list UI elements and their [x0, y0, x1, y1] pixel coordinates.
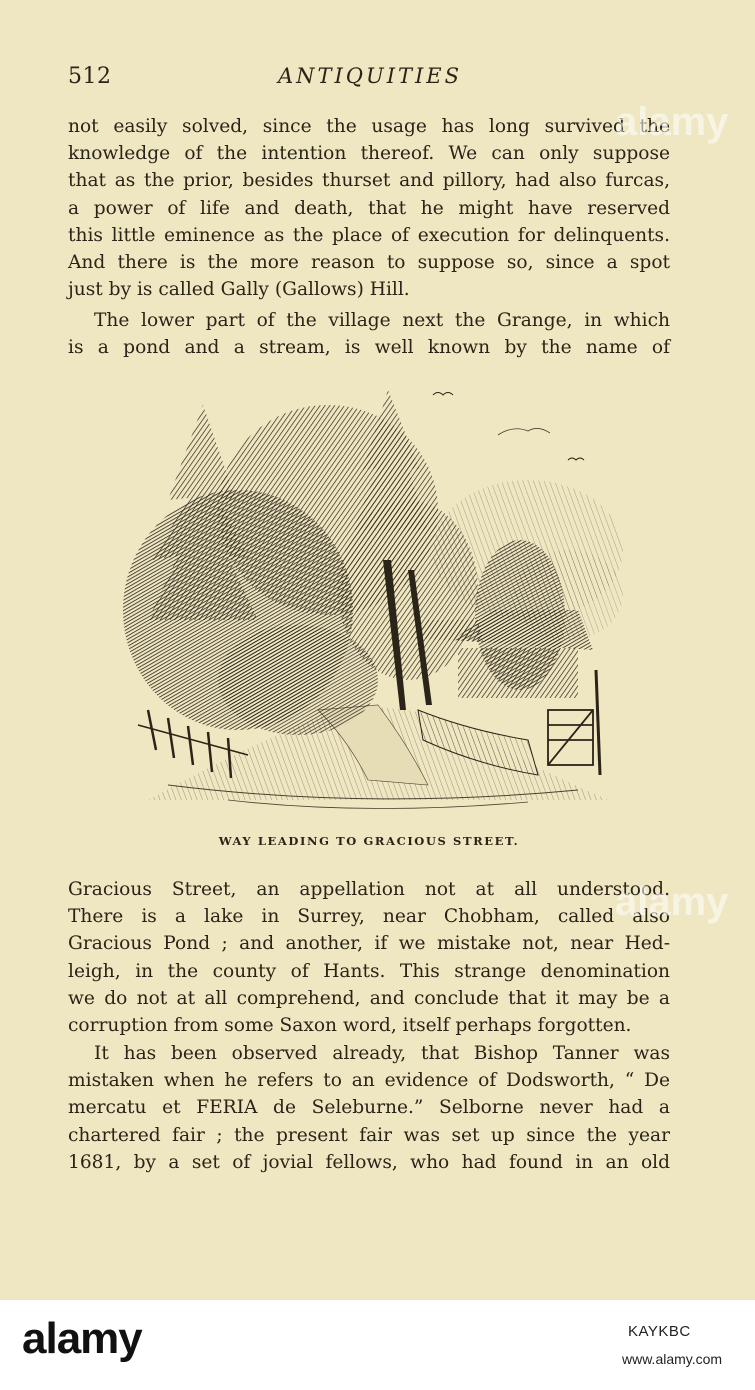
watermark-footer — [0, 1300, 755, 1390]
engraving-illustration — [108, 380, 633, 820]
text-line: leigh, in the county of Hants. This strange denomination — [68, 960, 670, 982]
text-line: we do not at all comprehend, and conclude that it may be a — [68, 987, 670, 1009]
text-line: mercatu et FERIA de Seleburne.” Selborne never had a — [68, 1097, 670, 1119]
text-line: And there is the more reason to suppose so, since a spot — [68, 252, 670, 274]
page-header — [68, 62, 672, 94]
paragraph-3 — [68, 876, 670, 1039]
text-line: There is a lake in Surrey, near Chobham, called also — [68, 906, 670, 928]
paragraph-1 — [68, 113, 670, 303]
illustration-caption: WAY LEADING TO GRACIOUS STREET. — [218, 834, 520, 848]
text-line: not easily solved, since the usage has long survived the — [68, 116, 670, 137]
text-line: Gracious Street, an appellation not at all understood. — [68, 879, 670, 900]
running-head: ANTIQUITIES — [277, 64, 463, 88]
text-line: chartered fair ; the present fair was set up since the year — [68, 1124, 670, 1146]
text-line: that as the prior, besides thurset and pillory, had also furcas, — [68, 170, 670, 192]
site-url: www.alamy.com — [622, 1351, 723, 1367]
text-line: corruption from some Saxon word, itself perhaps forgotten. — [68, 1015, 632, 1037]
text-line: The lower part of the village next the Grange, in which — [94, 310, 670, 331]
watermark-text: alamy — [615, 880, 729, 924]
text-line: Gracious Pond ; and another, if we mistake not, near Hed- — [68, 933, 670, 955]
text-line: knowledge of the intention thereof. We can only suppose — [68, 143, 670, 165]
text-line: this little eminence as the place of execution for delinquents. — [68, 224, 670, 246]
text-line: It has been observed already, that Bishop Tanner was — [94, 1043, 670, 1064]
text-line: 1681, by a set of jovial fellows, who had found in an old — [68, 1151, 670, 1173]
text-line: a power of life and death, that he might have reserved — [68, 197, 670, 219]
text-line: just by is called Gally (Gallows) Hill. — [68, 279, 410, 301]
page-number: 512 — [68, 64, 112, 89]
watermark-text: alamy — [615, 100, 729, 144]
text-line: mistaken when he refers to an evidence of Dodsworth, “ De — [68, 1070, 670, 1092]
text-line: is a pond and a stream, is well known by the name of — [68, 337, 670, 359]
alamy-logo: alamy — [22, 1314, 142, 1363]
paragraph-4 — [68, 1040, 670, 1176]
image-id: KAYKBC — [628, 1323, 691, 1340]
paragraph-2 — [68, 307, 670, 361]
